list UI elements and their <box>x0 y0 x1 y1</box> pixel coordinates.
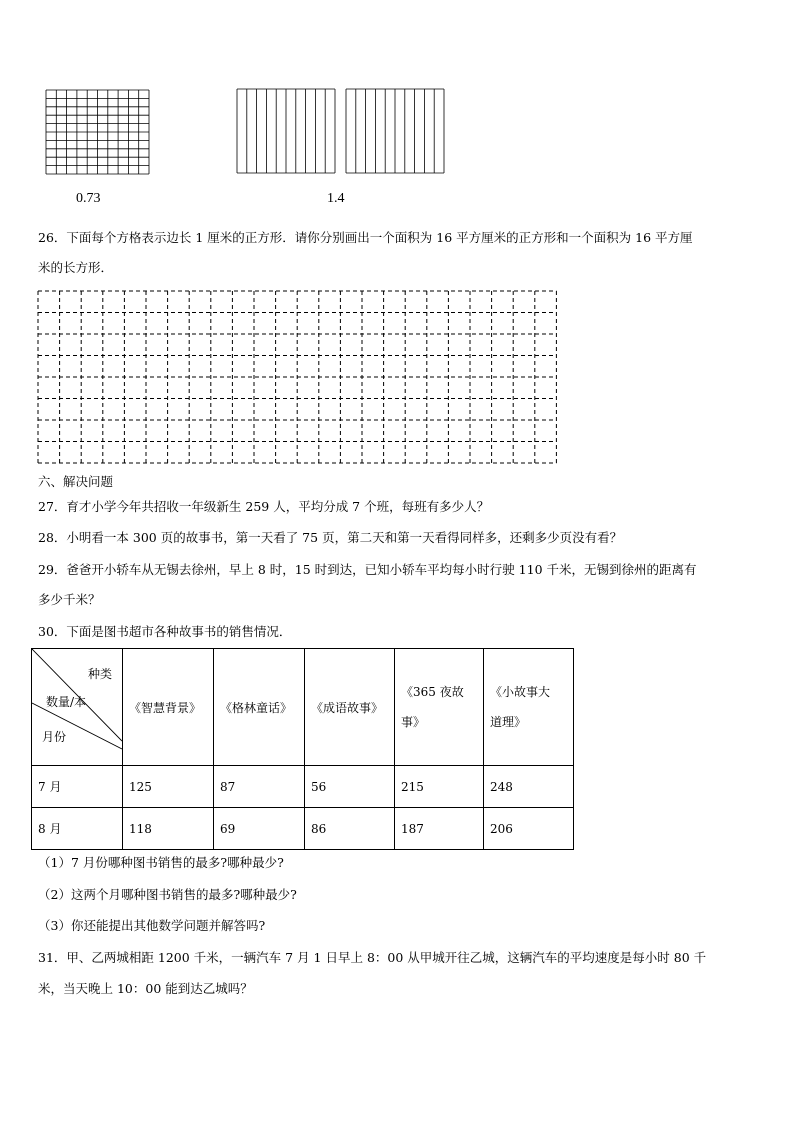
cell-value: 87 <box>214 766 305 808</box>
question-31-line1: 31．甲、乙两城相距 1200 千米，一辆汽车 7 月 1 日早上 8：00 从甲城开往乙城，这辆汽车的平均速度是每小时 80 千 <box>38 950 707 965</box>
cell-value: 215 <box>395 766 484 808</box>
strips-caption: 1.4 <box>327 191 345 206</box>
question-30-sub2: （2）这两个月哪种图书销售的最多?哪种最少? <box>38 887 297 902</box>
question-30-sub3: （3）你还能提出其他数学问题并解答吗? <box>38 918 266 933</box>
grid-caption: 0.73 <box>76 191 101 206</box>
column-header-4: 《365 夜故 事》 <box>395 649 484 766</box>
question-30-intro: 30．下面是图书超市各种故事书的销售情况． <box>38 624 292 639</box>
cell-value: 56 <box>305 766 395 808</box>
cell-value: 248 <box>484 766 574 808</box>
question-28: 28．小明看一本 300 页的故事书，第一天看了 75 页，第二天和第一天看得同样多，还剩多少页没有看？ <box>38 530 623 545</box>
column-header-5: 《小故事大 道理》 <box>484 649 574 766</box>
row-month: 8 月 <box>32 808 123 850</box>
header-quantity: 数量/本 <box>46 695 87 709</box>
question-30-sub1: （1）7 月份哪种图书销售的最多?哪种最少? <box>38 855 284 870</box>
row-month: 7 月 <box>32 766 123 808</box>
cell-value: 86 <box>305 808 395 850</box>
dashed-square-grid <box>37 290 559 465</box>
cell-value: 69 <box>214 808 305 850</box>
column-header-3: 《成语故事》 <box>305 649 395 766</box>
figure-hundred-grid <box>45 89 150 175</box>
column-header-2: 《格林童话》 <box>214 649 305 766</box>
sales-table <box>31 648 574 850</box>
column-header-1: 《智慧背景》 <box>123 649 214 766</box>
question-26-line2: 米的长方形． <box>38 260 114 275</box>
figure-strip-rectangle-2 <box>345 88 445 174</box>
table-diagonal-header <box>32 649 123 766</box>
section-title: 六、解决问题 <box>38 474 114 489</box>
question-29-line1: 29．爸爸开小轿车从无锡去徐州，早上 8 时，15 时到达，已知小轿车平均每小时行驶 110 千米，无锡到徐州的距离有 <box>38 562 697 577</box>
question-29-line2: 多少千米？ <box>38 592 101 607</box>
cell-value: 118 <box>123 808 214 850</box>
table-row <box>32 808 574 850</box>
cell-value: 206 <box>484 808 574 850</box>
header-kind: 种类 <box>88 667 113 681</box>
cell-value: 187 <box>395 808 484 850</box>
cell-value: 125 <box>123 766 214 808</box>
header-month: 月份 <box>42 730 67 744</box>
table-row <box>32 766 574 808</box>
question-31-line2: 米，当天晚上 10：00 能到达乙城吗？ <box>38 981 253 996</box>
question-26-line1: 26．下面每个方格表示边长 1 厘米的正方形．请你分别画出一个面积为 16 平方厘米的正方形和一个面积为 16 平方厘 <box>38 230 693 245</box>
figure-strip-rectangle-1 <box>236 88 336 174</box>
question-27: 27．育才小学今年共招收一年级新生 259 人，平均分成 7 个班，每班有多少人？ <box>38 499 490 514</box>
